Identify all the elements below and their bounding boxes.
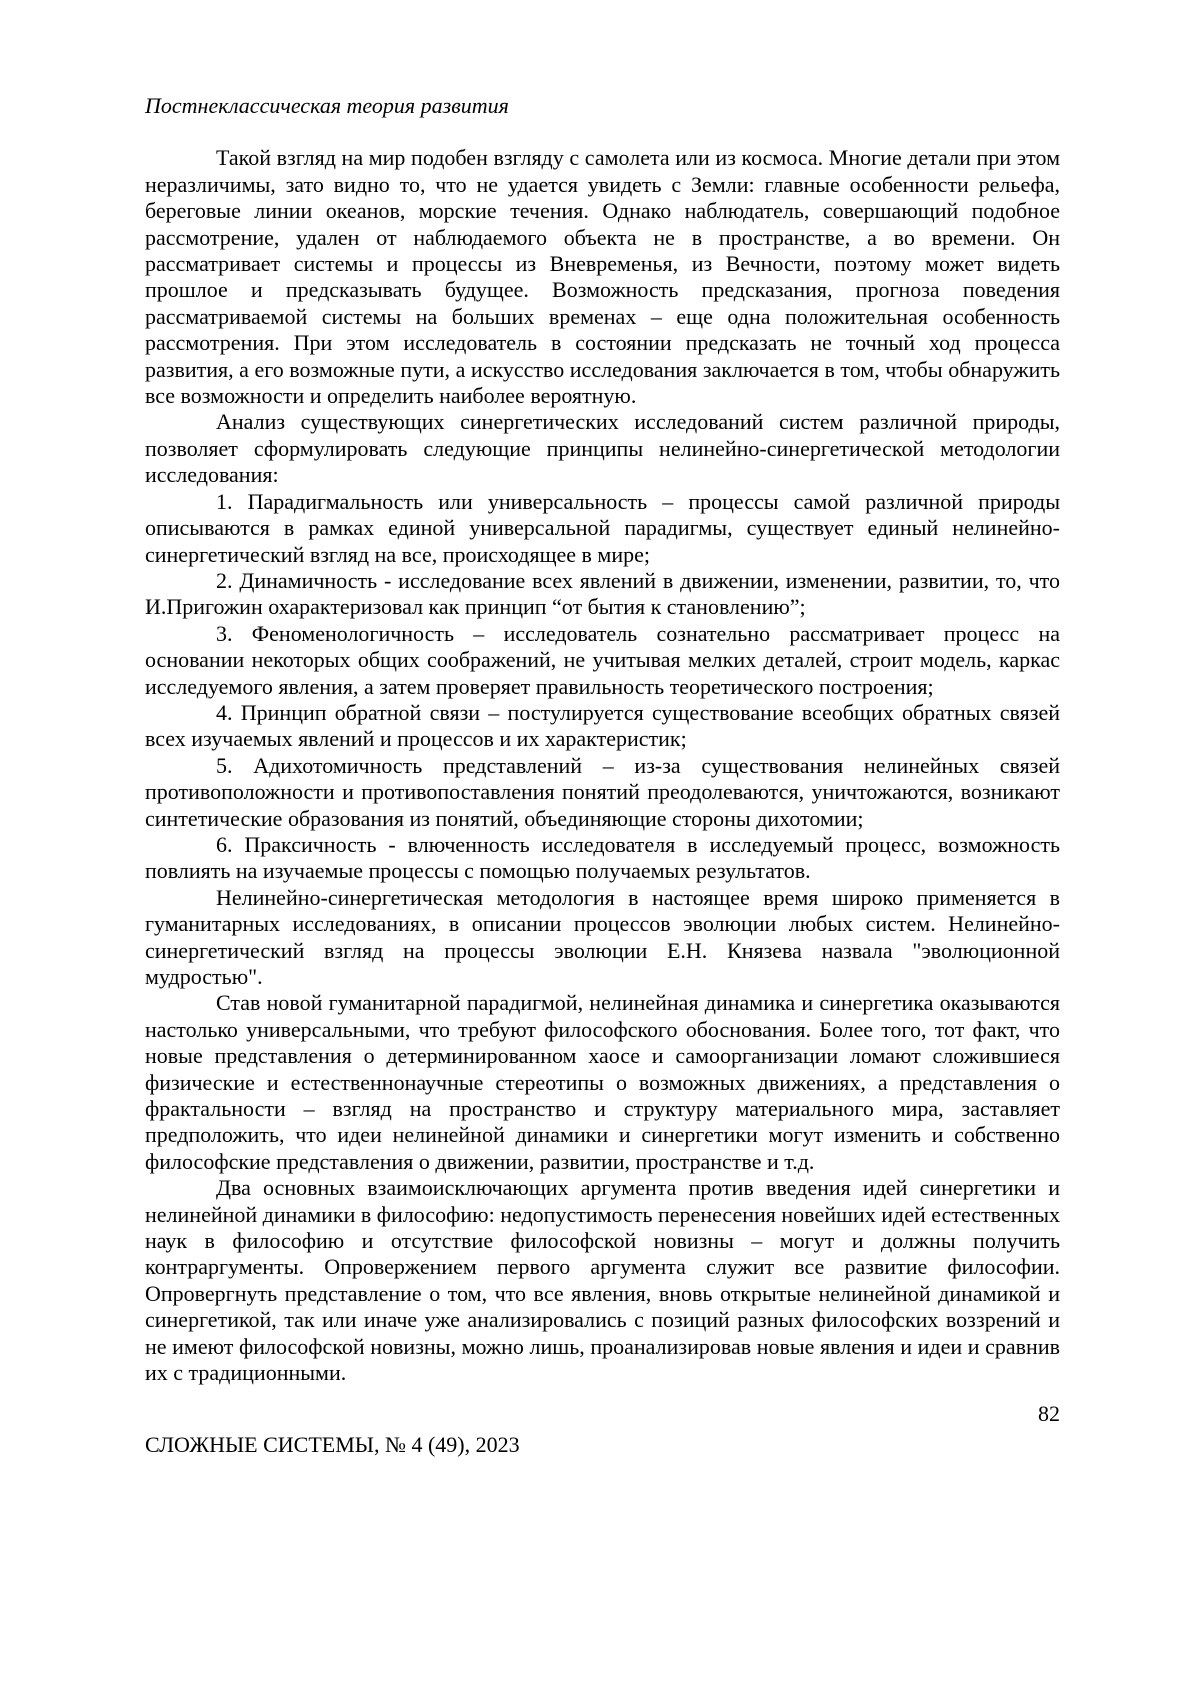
list-item-4: 4. Принцип обратной связи – постулируется существование всеобщих обратных связей всех изучаемых явлений и процессов и их характеристик; — [145, 699, 1060, 752]
list-item-5: 5. Адихотомичность представлений – из-за существования нелинейных связей противоположности и противопоставления понятий преодолеваются, уничтожаются, возникают синтетические образования из понятий, объединяющие стороны дихотомии; — [145, 752, 1060, 831]
body-text — [145, 145, 1060, 1386]
list-item-3: 3. Феноменологичность – исследователь сознательно рассматривает процесс на основании некоторых общих соображений, не учитывая мелких деталей, строит модель, каркас исследуемого явления, а затем проверяет правильность теоретического построения; — [145, 620, 1060, 699]
running-head: Постнеклассическая теория развития — [145, 93, 509, 118]
paragraph-intro: Такой взгляд на мир подобен взгляду с самолета или из космоса. Многие детали при этом неразличимы, зато видно то, что не удается увидеть с Земли: главные особенности рельефа, береговые линии океанов, морские течения. Однако наблюдатель, совершающий подобное рассмотрение, удален от наблюдаемого объекта не в пространстве, а во времени. Он рассматривает системы и процессы из Вневременья, из Вечности, поэтому может видеть прошлое и предсказывать будущее. Возможность предсказания, прогноза поведения рассматриваемой системы на больших временах – еще одна положительная особенность рассмотрения. При этом исследователь в состоянии предсказать не точный ход процесса развития, а его возможные пути, а искусство исследования заключается в том, чтобы обнаружить все возможности и определить наиболее вероятную. — [145, 145, 1060, 409]
paragraph-analysis: Анализ существующих синергетических исследований систем различной природы, позволяет сформулировать следующие принципы нелинейно-синергетической методологии исследования: — [145, 409, 1060, 488]
journal-footer: СЛОЖНЫЕ СИСТЕМЫ, № 4 (49), 2023 — [145, 1431, 520, 1457]
paragraph-paradigm: Став новой гуманитарной парадигмой, нелинейная динамика и синергетика оказываются настолько универсальными, что требуют философского обоснования. Более того, тот факт, что новые представления о детерминированном хаосе и самоорганизации ломают сложившиеся физические и естественнонаучные стереотипы о возможных движениях, а представления о фрактальности – взгляд на пространство и структуру материального мира, заставляет предположить, что идеи нелинейной динамики и синергетики могут изменить и собственно философские представления о движении, развитии, пространстве и т.д. — [145, 990, 1060, 1174]
list-item-2: 2. Динамичность - исследование всех явлений в движении, изменении, развитии, то, что И.Пригожин охарактеризовал как принцип “от бытия к становлению”; — [145, 567, 1060, 620]
paragraph-methodology: Нелинейно-синергетическая методология в настоящее время широко применяется в гуманитарных исследованиях, в описании процессов эволюции любых систем. Нелинейно-синергетический взгляд на процессы эволюции Е.Н. Князева назвала "эволюционной мудростью". — [145, 884, 1060, 989]
list-item-1: 1. Парадигмальность или универсальность – процессы самой различной природы описываются в рамках единой универсальной парадигмы, существует единый нелинейно-синергетический взгляд на все, происходящее в мире; — [145, 488, 1060, 567]
page-number: 82 — [1038, 1400, 1060, 1426]
paragraph-arguments: Два основных взаимоисключающих аргумента против введения идей синергетики и нелинейной динамики в философию: недопустимость перенесения новейших идей естественных наук в философию и отсутствие философской новизны – могут и должны получить контраргументы. Опровержением первого аргумента служит все развитие философии. Опровергнуть представление о том, что все явления, вновь открытые нелинейной динамикой и синергетикой, так или иначе уже анализировались с позиций разных философских воззрений и не имеют философской новизны, можно лишь, проанализировав новые явления и идеи и сравнив их с традиционными. — [145, 1175, 1060, 1386]
list-item-6: 6. Праксичность - влюченность исследователя в исследуемый процесс, возможность повлиять на изучаемые процессы с помощью получаемых результатов. — [145, 831, 1060, 884]
